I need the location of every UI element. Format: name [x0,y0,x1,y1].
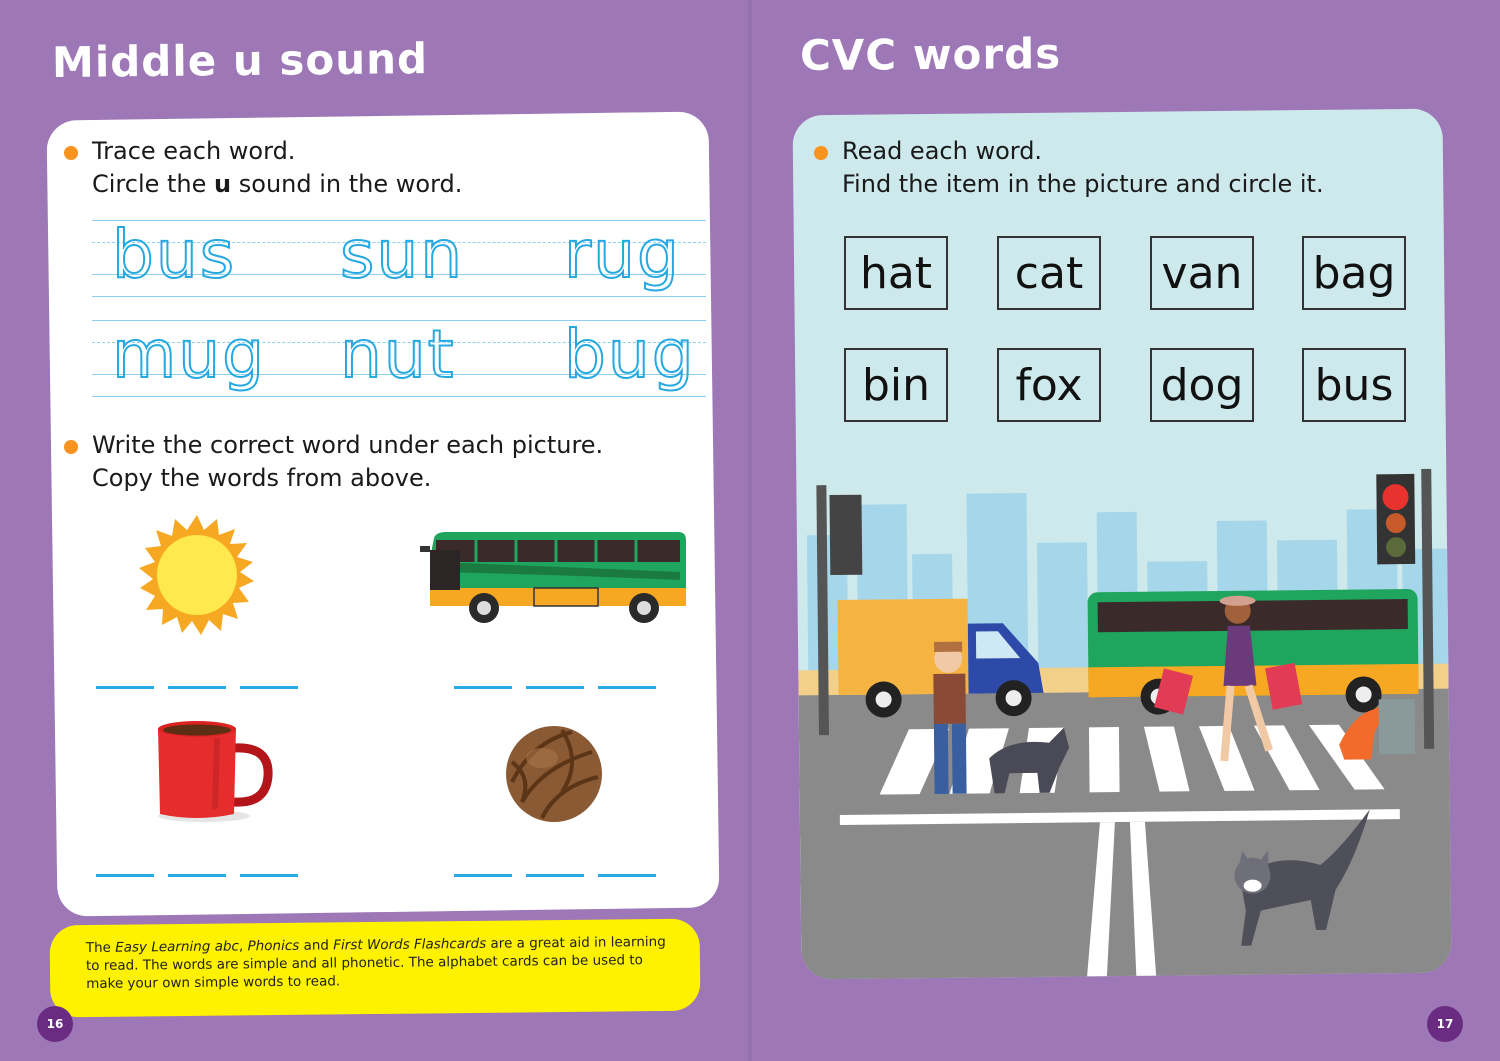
trace-row [92,218,706,298]
trace-word-rug[interactable]: rug [564,216,681,293]
word-card-bag[interactable]: bag [1302,236,1406,310]
word-card-fox[interactable]: fox [997,348,1101,422]
word-card-cat[interactable]: cat [997,236,1101,310]
answer-blank[interactable] [598,874,656,877]
answer-blank[interactable] [598,686,656,689]
read-instruction [842,135,1324,201]
write-instruction [92,429,603,495]
trace-word-bug[interactable]: bug [564,316,696,393]
answer-blank[interactable] [454,686,512,689]
parent-note-text: The Easy Learning abc, Phonics and First Words Flashcards are a great aid in learning to read. The words are simple and all phonetic. The alphabet cards can be used to make your own simple words to read. [85,933,666,993]
parent-note-box [50,919,701,1018]
bullet-icon [64,146,78,160]
trace-instruction [92,135,462,201]
bullet-icon [64,440,78,454]
page-number-right: 17 [1427,1006,1463,1042]
answer-blank[interactable] [454,874,512,877]
answer-blank[interactable] [240,874,298,877]
instruction-line: Copy the words from above. [92,464,432,492]
book-spine [748,0,752,1061]
bus-icon [416,528,690,624]
instruction-line: Write the correct word under each picture. [92,431,604,459]
sun-icon [136,514,258,636]
bullet-icon [814,146,828,160]
street-scene-illustration [796,468,1451,979]
instruction-line: Read each word. [842,137,1043,165]
page-number-left: 16 [37,1006,73,1042]
left-page-title: Middle u sound [51,34,429,87]
word-card-van[interactable]: van [1150,236,1254,310]
instruction-line: Find the item in the picture and circle it. [842,170,1324,198]
answer-blank[interactable] [526,686,584,689]
word-card-hat[interactable]: hat [844,236,948,310]
instruction-line: Trace each word. [92,137,296,165]
trace-row [92,318,706,398]
instruction-line: Circle the u sound in the word. [92,170,463,198]
word-card-bus[interactable]: bus [1302,348,1406,422]
answer-blank[interactable] [526,874,584,877]
right-page-title: CVC words [799,29,1062,80]
answer-blank[interactable] [168,874,226,877]
word-card-bin[interactable]: bin [844,348,948,422]
answer-blank[interactable] [96,874,154,877]
answer-blank[interactable] [96,686,154,689]
answer-blank[interactable] [240,686,298,689]
trace-word-mug[interactable]: mug [112,316,267,393]
nut-icon [502,722,606,826]
trace-word-sun[interactable]: sun [340,216,465,293]
mug-icon [154,718,276,824]
trace-word-bus[interactable]: bus [112,216,237,293]
answer-blank[interactable] [168,686,226,689]
word-card-dog[interactable]: dog [1150,348,1254,422]
trace-word-nut[interactable]: nut [340,316,456,393]
